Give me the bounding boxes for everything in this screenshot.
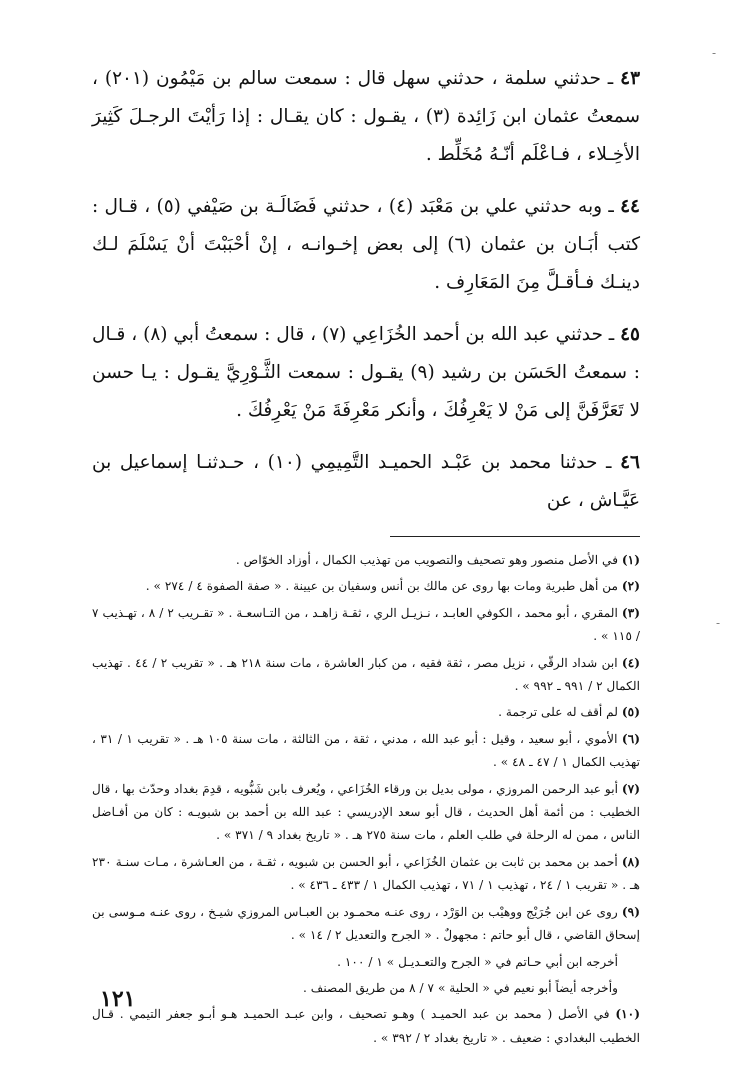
footnotes: [92, 549, 640, 1050]
entry-number: ٤٥: [620, 324, 640, 345]
footnote-6: (٦) الأموي ، أبو سعيد ، وقيل : أبو عبد الله ، مدني ، ثقة ، من الثالثة ، مات سنة ١٠٥ هـ . « تقريب ١ / ٣١ ، تهذيب الكمال ١ / ٤٧ ـ ٤٨ » .: [92, 731, 641, 770]
footnote-3: (٣) المقري ، أبو محمد ، الكوفي العابـد ، نـزيـل الري ، ثقـة زاهـد ، من التـاسعـة . « تقـريب ٢ / ٨ ، تهـذيب ٧ / ١١٥ » .: [92, 605, 641, 644]
entry-text: حدثنا محمد بن عَبْـد الحميـد التَّمِيمِي (١٠) ، حـدثنـا إسماعيل بن عَيَّـاش ، عن: [92, 452, 640, 511]
footnote-4: (٤) ابن شداد الرقّي ، نزيل مصر ، ثقة فقيه ، من كبار العاشرة ، مات سنة ٢١٨ هـ . « تقريب ٢ / ٤٤ . تهذيب الكمال ٢ / ٩٩١ ـ ٩٩٢ » .: [92, 655, 641, 694]
footnote-9-extra-2: وأخرجه أيضاً أبو نعيم في « الحلية » ٧ / ٨ من طريق المصنف .: [302, 980, 618, 995]
entry-text: حدثني عبد الله بن أحمد الخُزَاعِي (٧) ، قال : سمعتُ أبي (٨) ، قـال : سمعتُ الحَسَن بن رشيد (٩) يقـول : سمعت الثَّـوْرِيَّ يقـول : يـا حسن لا تَعَرَّفَنَّ إلى مَنْ لا يَعْرِفُكَ ، وأنكر مَعْرِفَةَ مَنْ يَعْرِفُكَ .: [92, 324, 640, 421]
page-body: [92, 60, 640, 1053]
entry-43: ٤٣ ـ حدثني سلمة ، حدثني سهل قال : سمعت سالم بن مَيْمُون (٢٠١) ، سمعتُ عثمان ابن زَائِدة (٣) ، يقـول : كان يقـال : إذا رَأيْتَ الرجـلَ كَثِيرَ الأخِـلاء ، فـاعْلَم أنّـهُ مُخَلِّط .: [92, 68, 641, 165]
margin-mark: -: [712, 46, 717, 60]
footnote-10: (١٠) في الأصل ( محمد بن عبد الحميـد ) وهـو تصحيف ، وابن عبـد الحميـد هـو أبـو جعفر التيمي . قـال الخطيب البغدادي : ضعيف . « تاريخ بغداد ٢ / ٣٩٢ » .: [92, 1007, 640, 1045]
entry-45: ٤٥ ـ حدثني عبد الله بن أحمد الخُزَاعِي (٧) ، قال : سمعتُ أبي (٨) ، قـال : سمعتُ الحَسَن بن رشيد (٩) يقـول : سمعت الثَّـوْرِيَّ يقـول : يـا حسن لا تَعَرَّفَنَّ إلى مَنْ لا يَعْرِفُكَ ، وأنكر مَعْرِفَةَ مَنْ يَعْرِفُكَ .: [92, 324, 640, 421]
margin-mark: -: [716, 616, 721, 630]
entry-number: ٤٦: [620, 452, 640, 473]
entry-44: ٤٤ ـ وبه حدثني علي بن مَعْبَد (٤) ، حدثني فَضَالَـة بن صَيْفي (٥) ، قـال : كتب أبَـان بن عثمان (٦) إلى بعض إخـوانـه ، إنْ أحْبَبْتَ أنْ يَسْلَمَ لـك دينـك فـأقـلَّ مِنَ المَعَارِف .: [92, 196, 640, 293]
page-number: ١٢١: [100, 986, 136, 1012]
footnote-1: (١) في الأصل منصور وهو تصحيف والتصويب من تهذيب الكمال ، أوزاد الخوّاص .: [235, 553, 640, 567]
entry-text: وبه حدثني علي بن مَعْبَد (٤) ، حدثني فَضَالَـة بن صَيْفي (٥) ، قـال : كتب أبَـان بن عثمان (٦) إلى بعض إخـوانـه ، إنْ أحْبَبْتَ أنْ يَسْلَمَ لـك دينـك فـأقـلَّ مِنَ المَعَارِف .: [92, 196, 640, 293]
footnote-8: (٨) أحمد بن محمد بن ثابت بن عثمان الخُزَاعي ، أبو الحسن بن شبويه ، ثقـة ، من العـاشرة ، مـات سنـة ٢٣٠ هـ . « تقريب ١ / ٢٤ ، تهذيب ١ / ٧١ ، تهذيب الكمال ١ / ٤٣٣ ـ ٤٣٦ » .: [92, 854, 640, 893]
footnote-5: (٥) لم أقف له على ترجمة .: [498, 705, 640, 720]
entry-46: ٤٦ ـ حدثنا محمد بن عَبْـد الحميـد التَّمِيمِي (١٠) ، حـدثنـا إسماعيل بن عَيَّـاش ، عن: [92, 452, 640, 511]
footnote-separator: [390, 536, 640, 537]
footnote-7: (٧) أبو عبد الرحمن المروزي ، مولى بديل بن ورقاء الخُزَاعي ، ويُعرف بابن شَبُّويه ، قدِمَ بغداد وحدّث بها ، قال الخطيب : من أئمة أهل الحديث ، قال أبو سعد الإدريسي : عبد الله بن أحمد بن شبويـه : كان من أفـاضل الناس ، ممن له الرحلة في طلب العلم ، مات سنة ٢٧٥ هـ . « تاريخ بغداد ٩ / ٣٧١ » .: [92, 781, 641, 843]
footnote-9-extra-1: أخرجه ابن أبي حـاتم في « الجرح والتعـديـل » ١ / ١٠٠ .: [337, 954, 618, 969]
entry-number: ٤٤: [620, 196, 640, 217]
entry-text: حدثني سلمة ، حدثني سهل قال : سمعت سالم بن مَيْمُون (٢٠١) ، سمعتُ عثمان ابن زَائِدة (٣) ، يقـول : كان يقـال : إذا رَأيْتَ الرجـلَ كَثِيرَ الأخِـلاء ، فـاعْلَم أنّـهُ مُخَلِّط .: [92, 68, 640, 165]
entry-number: ٤٣: [620, 68, 641, 89]
footnote-9: (٩) روى عن ابن جُرَيْج ووهيْب بن الوَرْد ، روى عنـه محمـود بن العبـاس المروزي شيـخ ، روى عنـه مـوسى بن إسحاق القاضي ، قال أبو حاتم : مجهولٌ . « الجرح والتعديل ٢ / ١٤ » .: [92, 904, 640, 943]
footnote-2: (٢) من أهل طبرية ومات بها روى عن مالك بن أنس وسفيان بن عيينة . « صفة الصفوة ٤ / ٢٧٤ » .: [145, 579, 640, 594]
